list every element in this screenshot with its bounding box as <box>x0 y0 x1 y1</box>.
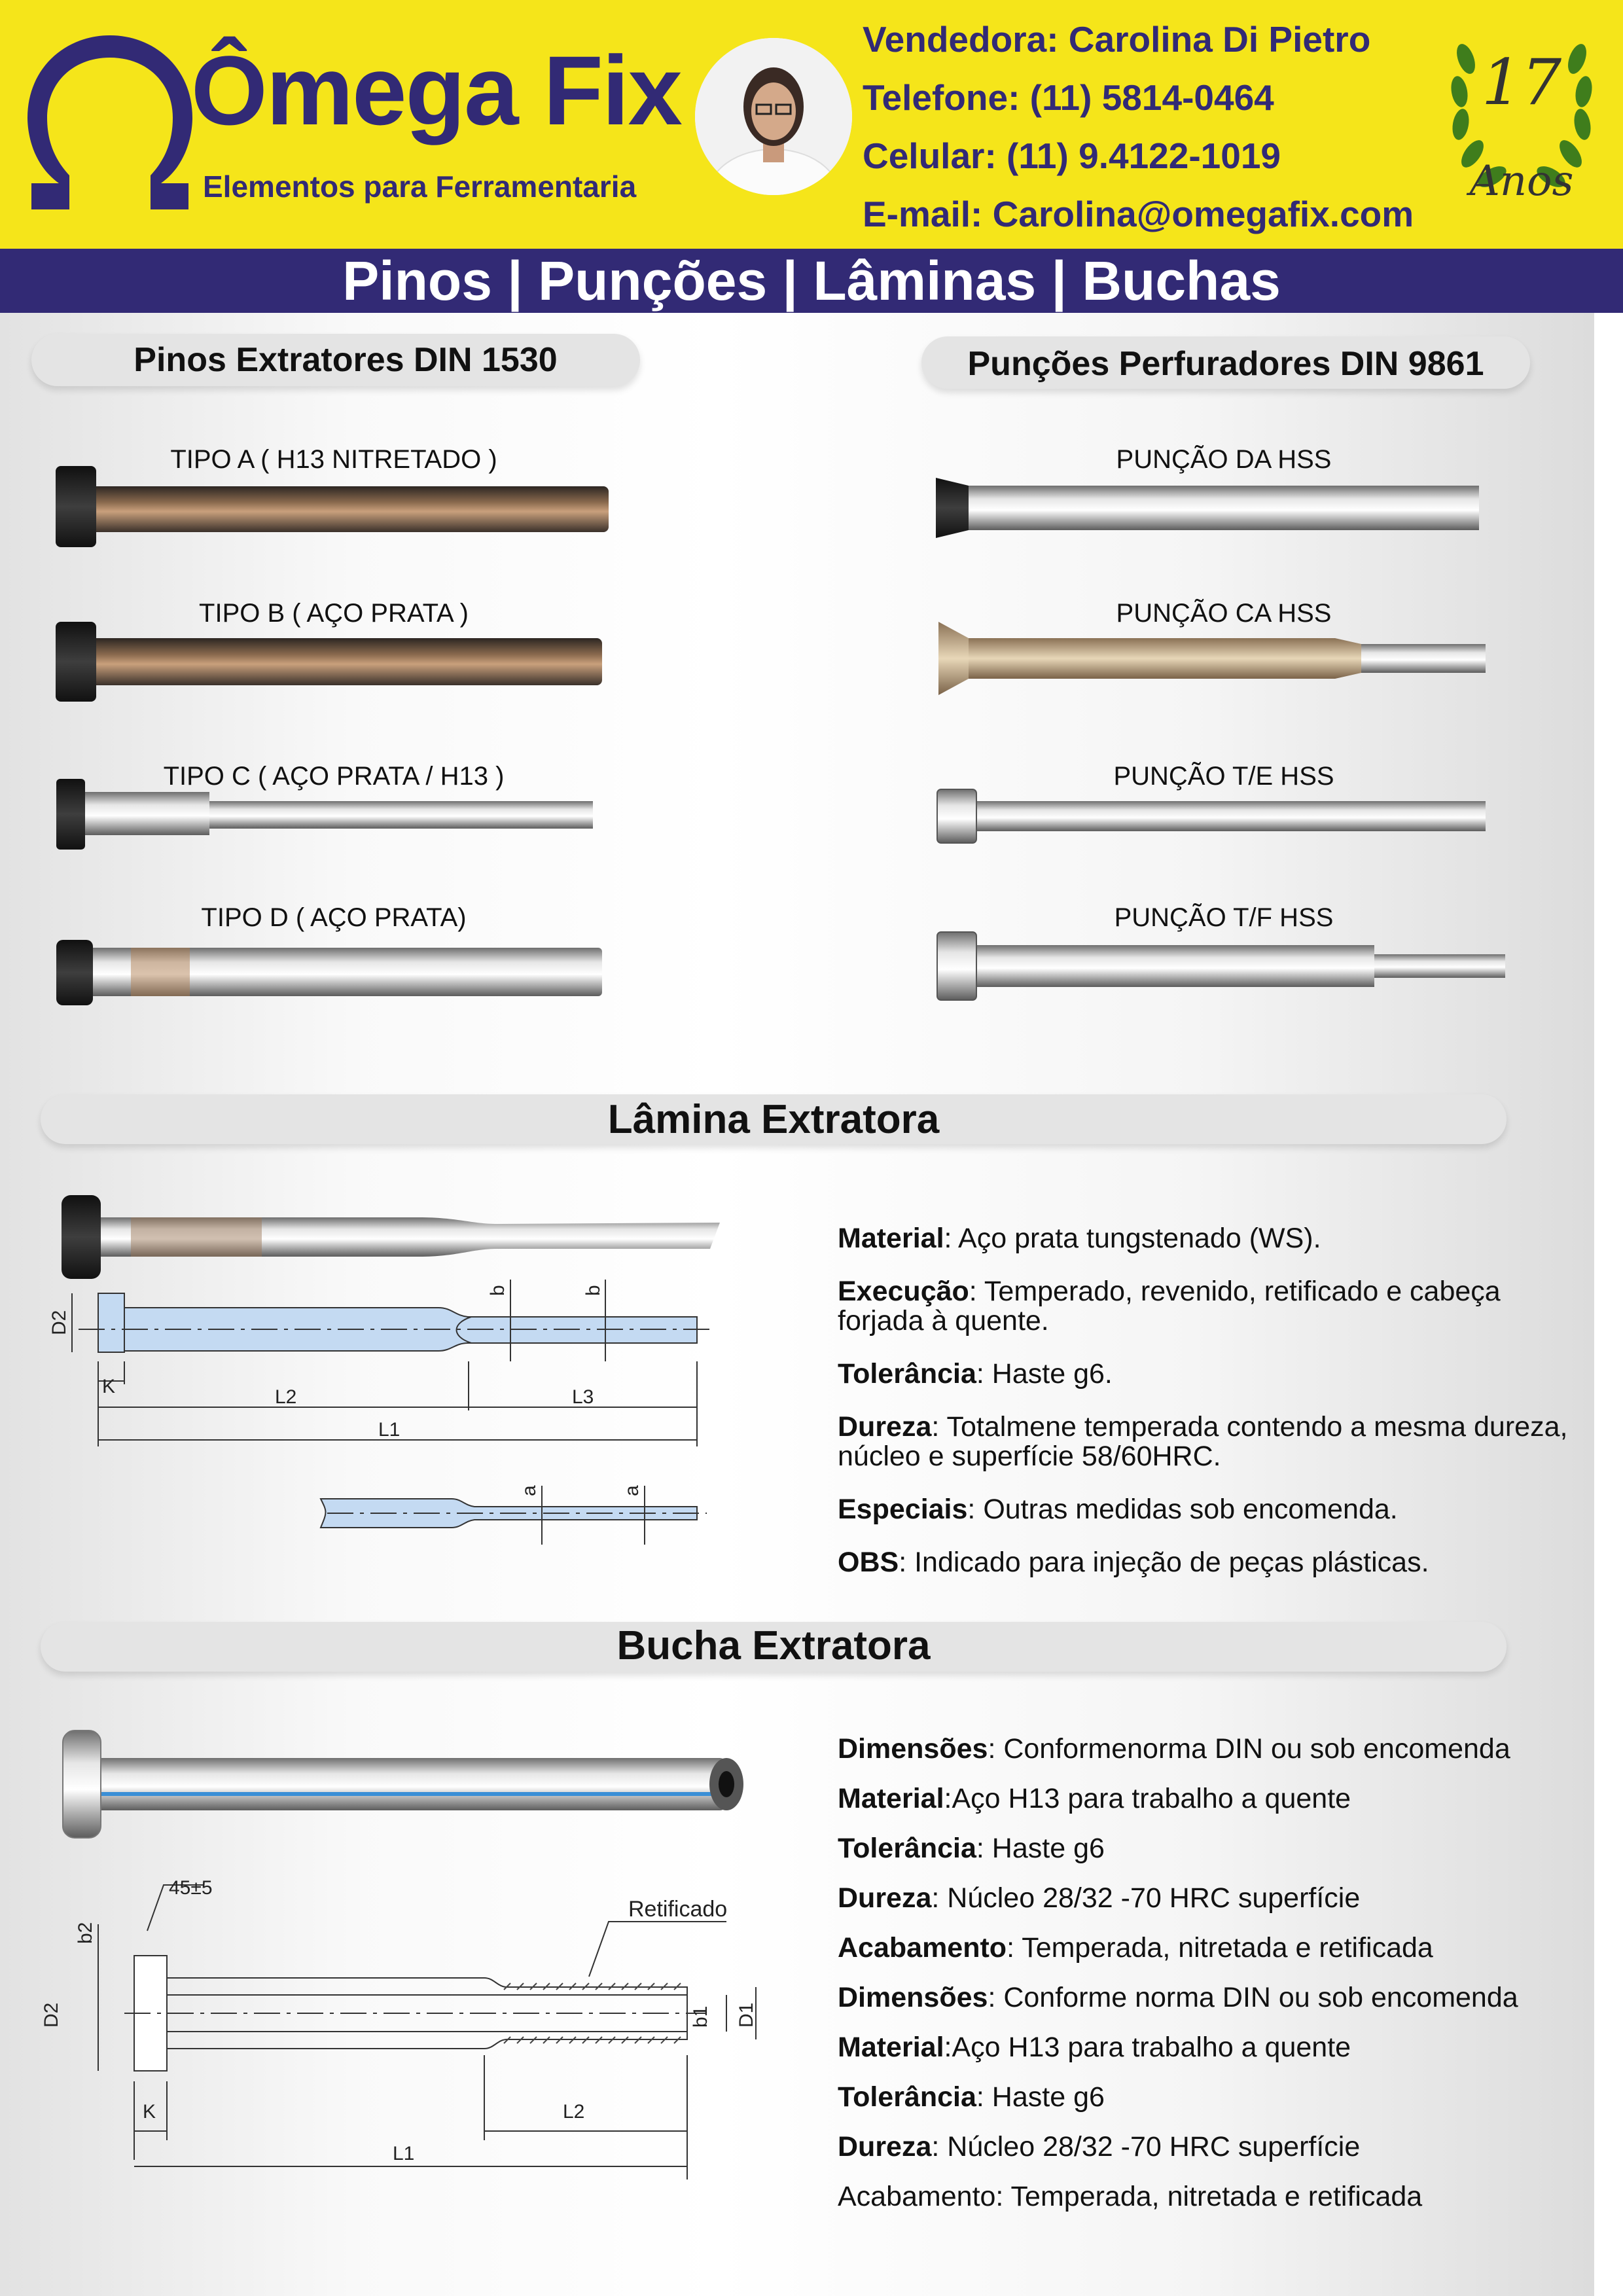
lamina-dim-l2: L2 <box>275 1386 297 1408</box>
email-address[interactable]: E-mail: Carolina@omegafix.com <box>863 194 1414 234</box>
pino-tipo-d-label: TIPO D ( AÇO PRATA) <box>201 903 467 932</box>
lamina-dim-k: K <box>102 1376 116 1397</box>
lamina-dim-d2: D2 <box>48 1310 70 1335</box>
bucha-dim-l2: L2 <box>563 2101 585 2123</box>
lamina-dim-a1: a <box>518 1485 540 1496</box>
pino-tipo-a-image <box>56 466 609 547</box>
phone-number: Telefone: (11) 5814-0464 <box>863 77 1274 118</box>
lamina-extratora-image <box>62 1195 720 1279</box>
bucha-spec-dureza: Dureza: Núcleo 28/32 -70 HRC superfície <box>838 1882 1361 1914</box>
lamina-dim-b1: b <box>487 1285 508 1296</box>
bucha-dim-angle: 45±5 <box>169 1877 213 1899</box>
anniversary-number: 17 <box>1481 46 1562 119</box>
bucha-spec-dimensoes-2: Dimensões: Conforme norma DIN ou sob encomenda <box>838 1982 1518 2013</box>
pino-tipo-c-label: TIPO C ( AÇO PRATA / H13 ) <box>163 762 505 791</box>
lamina-spec-dureza: Dureza: Totalmene temperada contendo a mesma dureza, núcleo e superfície 58/60HRC. <box>838 1411 1568 1472</box>
bucha-dim-b1: b1 <box>690 2005 711 2028</box>
category-banner: Pinos | Punções | Lâminas | Buchas <box>0 249 1623 313</box>
pino-tipo-a-label: TIPO A ( H13 NITRETADO ) <box>170 445 497 474</box>
lamina-dim-l3: L3 <box>572 1386 594 1408</box>
puncao-ca-image <box>938 622 1486 695</box>
lamina-spec-especiais: Especiais: Outras medidas sob encomenda. <box>838 1494 1398 1525</box>
lamina-specs <box>838 1224 1584 1601</box>
bucha-title: Bucha Extratora <box>616 1623 931 1668</box>
seller-name: Vendedora: Carolina Di Pietro <box>863 19 1371 60</box>
lamina-spec-material: Material: Aço prata tungstenado (WS). <box>838 1223 1321 1254</box>
bucha-dim-k: K <box>143 2101 156 2123</box>
puncao-tf-label: PUNÇÃO T/F HSS <box>1114 903 1334 932</box>
pino-tipo-b-label: TIPO B ( AÇO PRATA ) <box>199 599 469 628</box>
puncao-da-label: PUNÇÃO DA HSS <box>1116 445 1332 474</box>
brand-name: Ômega Fix <box>191 35 681 145</box>
bucha-spec-tolerancia: Tolerância: Haste g6 <box>838 1833 1105 1864</box>
bucha-spec-acabamento: Acabamento: Temperada, nitretada e retificada <box>838 1932 1433 1964</box>
lamina-spec-execucao: Execução: Temperado, revenido, retificado e cabeça forjada à quente. <box>838 1276 1501 1336</box>
mobile-number: Celular: (11) 9.4122-1019 <box>863 135 1281 176</box>
bucha-technical-drawing <box>98 1885 756 2179</box>
bucha-dim-b2: b2 <box>75 1922 96 1944</box>
lamina-dim-l1: L1 <box>378 1419 401 1441</box>
puncao-te-label: PUNÇÃO T/E HSS <box>1113 762 1334 791</box>
bucha-extratora-image <box>63 1731 743 1838</box>
anniversary-label: Anos <box>1469 157 1574 206</box>
lamina-dim-a2: a <box>621 1485 643 1496</box>
lamina-spec-obs: OBS: Indicado para injeção de peças plásticas. <box>838 1547 1429 1578</box>
bucha-spec-acabamento-2: Acabamento: Temperada, nitretada e retificada <box>838 2181 1423 2212</box>
lamina-spec-tolerancia: Tolerância: Haste g6. <box>838 1358 1113 1390</box>
bucha-spec-tolerancia-2: Tolerância: Haste g6 <box>838 2081 1105 2113</box>
pinos-title: Pinos Extratores DIN 1530 <box>134 341 558 379</box>
bucha-dim-d2: D2 <box>41 2002 62 2028</box>
bucha-specs <box>838 1724 1610 2221</box>
bucha-spec-material-2: Material:Aço H13 para trabalho a quente <box>838 2032 1351 2063</box>
bucha-dim-l1: L1 <box>393 2143 415 2164</box>
pino-tipo-b-image <box>56 622 602 702</box>
lamina-title: Lâmina Extratora <box>607 1097 940 1142</box>
brand-tagline: Elementos para Ferramentaria <box>203 170 637 204</box>
bucha-dim-d1: D1 <box>736 2002 757 2028</box>
bucha-spec-dimensoes: Dimensões: Conformenorma DIN ou sob encomenda <box>838 1733 1510 1765</box>
bucha-label-retificado: Retificado <box>628 1897 728 1922</box>
lamina-dim-b2: b <box>582 1285 604 1296</box>
bucha-spec-dureza-2: Dureza: Núcleo 28/32 -70 HRC superfície <box>838 2131 1361 2162</box>
lamina-technical-drawing <box>72 1280 713 1545</box>
puncao-te-image <box>937 789 1486 843</box>
bucha-spec-material: Material:Aço H13 para trabalho a quente <box>838 1783 1351 1814</box>
puncao-da-image <box>936 478 1479 538</box>
puncao-ca-label: PUNÇÃO CA HSS <box>1116 599 1332 628</box>
puncao-tf-image <box>937 932 1505 1000</box>
puncoes-title: Punções Perfuradores DIN 9861 <box>967 345 1484 383</box>
pino-tipo-d-image <box>56 940 602 1005</box>
